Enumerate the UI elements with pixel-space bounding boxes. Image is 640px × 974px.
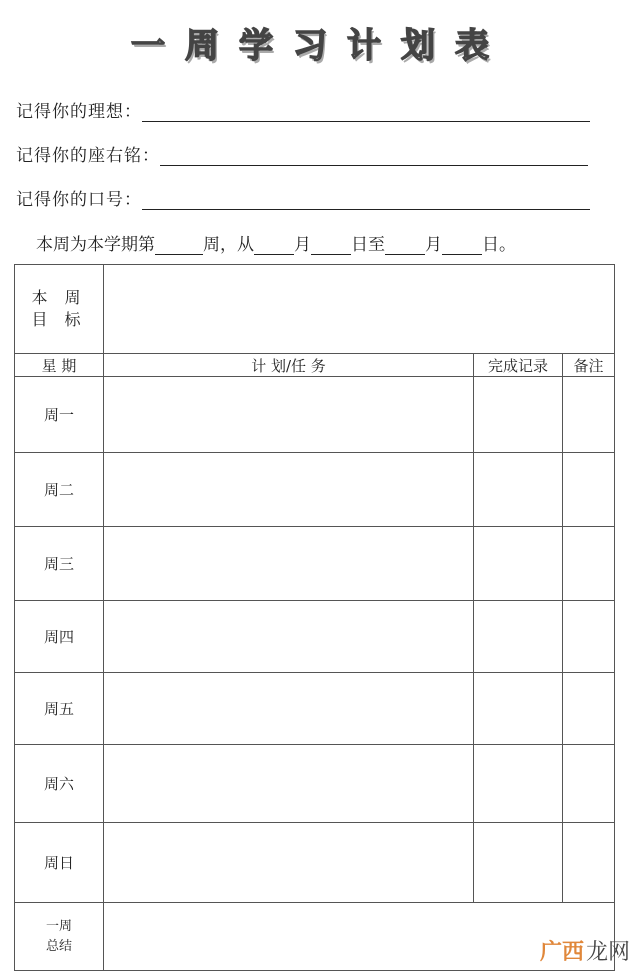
week-text-4: 日至 xyxy=(351,235,385,255)
summary-input-cell[interactable] xyxy=(104,903,615,971)
start-day-blank[interactable] xyxy=(311,236,351,255)
watermark-logo xyxy=(540,935,630,966)
table-row xyxy=(15,453,615,527)
ideal-blank[interactable] xyxy=(142,103,590,122)
ideal-row xyxy=(16,98,590,122)
end-day-blank[interactable] xyxy=(442,236,482,255)
plan-cell[interactable] xyxy=(104,601,474,673)
goal-label-line2: 目 标 xyxy=(31,310,87,329)
note-cell[interactable] xyxy=(563,823,615,903)
plan-table xyxy=(14,264,615,971)
note-cell[interactable] xyxy=(563,673,615,745)
record-cell[interactable] xyxy=(474,453,563,527)
day-label: 周一 xyxy=(15,377,104,453)
watermark-part1: 广西 xyxy=(539,940,584,965)
page-title: 一周学习计划表 xyxy=(131,26,509,66)
plan-cell[interactable] xyxy=(104,745,474,823)
record-cell[interactable] xyxy=(474,745,563,823)
day-label: 周六 xyxy=(15,745,104,823)
goal-row xyxy=(15,265,615,354)
goal-input-cell[interactable] xyxy=(104,265,615,354)
table-row xyxy=(15,823,615,903)
plan-cell[interactable] xyxy=(104,377,474,453)
start-month-blank[interactable] xyxy=(254,236,294,255)
record-cell[interactable] xyxy=(474,673,563,745)
record-cell[interactable] xyxy=(474,601,563,673)
end-month-blank[interactable] xyxy=(385,236,425,255)
plan-cell[interactable] xyxy=(104,673,474,745)
header-day: 星 期 xyxy=(15,354,104,377)
table-row xyxy=(15,377,615,453)
day-label: 周五 xyxy=(15,673,104,745)
week-info-line xyxy=(36,230,516,255)
plan-cell[interactable] xyxy=(104,453,474,527)
week-text-2: 周，从 xyxy=(203,235,254,255)
motto-label: 记得你的座右铭： xyxy=(16,146,160,166)
table-row xyxy=(15,673,615,745)
note-cell[interactable] xyxy=(563,527,615,601)
table-row xyxy=(15,601,615,673)
day-label: 周三 xyxy=(15,527,104,601)
note-cell[interactable] xyxy=(563,601,615,673)
table-row xyxy=(15,745,615,823)
header-note: 备注 xyxy=(563,354,615,377)
week-text-6: 日。 xyxy=(482,235,516,255)
summary-row xyxy=(15,903,615,971)
header-row xyxy=(15,354,615,377)
goal-label-cell xyxy=(15,265,104,354)
slogan-label: 记得你的口号： xyxy=(16,190,142,210)
summary-label-line1: 一周 xyxy=(45,918,72,934)
motto-row xyxy=(16,142,588,166)
goal-label-line1: 本 周 xyxy=(31,288,87,307)
record-cell[interactable] xyxy=(474,823,563,903)
record-cell[interactable] xyxy=(474,527,563,601)
summary-label-cell xyxy=(15,903,104,971)
header-plan: 计 划/任 务 xyxy=(104,354,474,377)
watermark-part2: 龙网 xyxy=(585,940,630,965)
note-cell[interactable] xyxy=(563,745,615,823)
ideal-label: 记得你的理想： xyxy=(16,102,142,122)
week-text-3: 月 xyxy=(294,235,311,255)
table-row xyxy=(15,527,615,601)
day-label: 周二 xyxy=(15,453,104,527)
week-text-1: 本周为本学期第 xyxy=(36,235,155,255)
record-cell[interactable] xyxy=(474,377,563,453)
plan-cell[interactable] xyxy=(104,823,474,903)
week-text-5: 月 xyxy=(425,235,442,255)
day-label: 周日 xyxy=(15,823,104,903)
note-cell[interactable] xyxy=(563,453,615,527)
summary-label-line2: 总结 xyxy=(45,938,72,954)
day-label: 周四 xyxy=(15,601,104,673)
motto-blank[interactable] xyxy=(160,147,588,166)
week-number-blank[interactable] xyxy=(155,236,203,255)
note-cell[interactable] xyxy=(563,377,615,453)
slogan-row xyxy=(16,186,590,210)
slogan-blank[interactable] xyxy=(142,191,590,210)
plan-cell[interactable] xyxy=(104,527,474,601)
header-record: 完成记录 xyxy=(474,354,563,377)
